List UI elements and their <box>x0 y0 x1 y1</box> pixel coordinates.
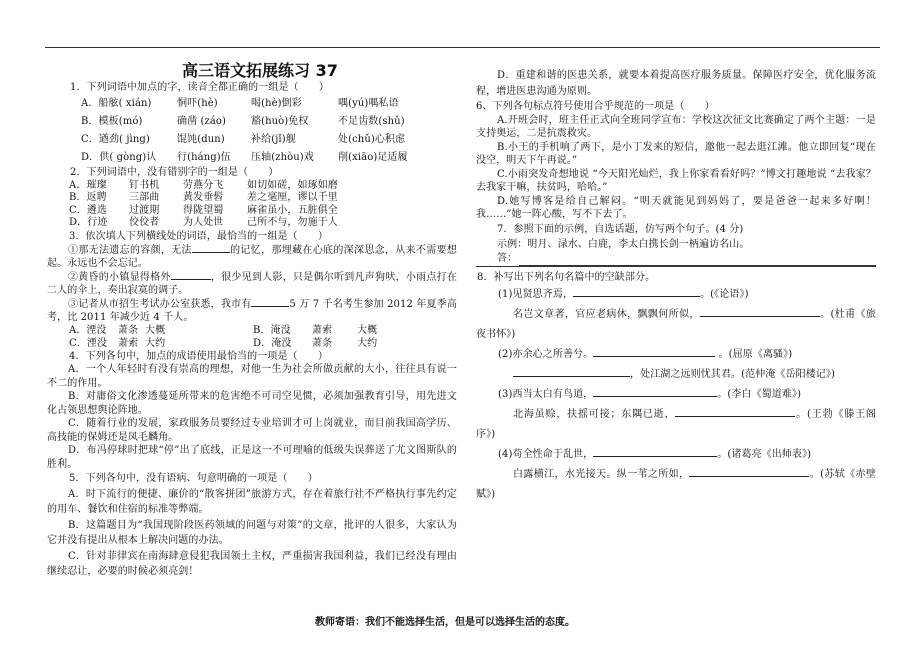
q3-options-ab <box>47 324 457 337</box>
q8-stem: 8．补写出下列名句名篇中的空缺部分。 <box>477 271 656 283</box>
q6-option-c <box>476 168 876 195</box>
q4-a-line1: A．一个人年轻时有没有崇高的理想，对他一生为社会所做贡献的大小，往往具有 <box>68 364 437 375</box>
question-6 <box>476 100 876 222</box>
q6-d-line1: D.她写博客是给自己解闷。“明天就能见到妈妈了，要是爸爸一起来多好啊！ <box>497 195 876 207</box>
q2-d-3: 为人处世 <box>183 217 224 228</box>
q2-d-1: D．行迹 <box>69 217 108 228</box>
fill-blank[interactable] <box>513 367 630 377</box>
q5-d-line2: 流程，增进医患沟通为原则。 <box>476 70 876 97</box>
q8-item-2-after: 。(杜甫 <box>819 308 856 320</box>
q6-c-line2: 我家？去我家干嘛，扶贫吗，哈哈。” <box>476 168 876 193</box>
q8-item-2-cont: 《旅夜书怀》) <box>476 308 876 340</box>
q1-b-1: B．模板(mó) <box>81 116 143 127</box>
q8-item-7 <box>476 445 876 465</box>
q1-option-b <box>47 113 457 131</box>
fill-blank[interactable] <box>593 387 717 397</box>
q2-b-2: 三部曲 <box>129 192 160 203</box>
fill-blank[interactable] <box>251 297 289 307</box>
q7-example: 示例：明月、渌水、白鹿，李太白携长剑一柄遍访名山。 <box>497 238 750 250</box>
q6-stem: 6、下列各句标点符号使用合乎规范的一项是（ ） <box>476 101 715 112</box>
question-2 <box>47 167 457 230</box>
q1-a-2: 恫吓(hè) <box>177 98 218 109</box>
q2-d-2: 佼佼者 <box>129 217 160 228</box>
q4-c-line1: C．随着行业的发展，家政服务员要经过专业培训才可上岗就业，而目前我国高学 <box>68 418 437 429</box>
q7-answer <box>476 252 876 266</box>
q4-b-line2: 进文化占领思想舆论阵地。 <box>47 391 458 416</box>
q8-item-3 <box>476 345 876 365</box>
q4-b-line1: B．对庸俗文化渗透蔓延所带来的危害绝不可司空见惯，必须加强教育引导，用先 <box>68 391 437 402</box>
q4-d-line2: 斯队的胜利。 <box>47 445 457 470</box>
question-8 <box>476 271 876 505</box>
q8-item-2-before: 名岂文章著，官应老病休，飘飘何所似， <box>513 308 700 320</box>
fill-blank[interactable] <box>192 243 230 253</box>
q3-b-3: 大概 <box>357 324 378 336</box>
q8-item-1-before: (1)见贤思齐焉， <box>498 288 574 300</box>
q8-item-8-after: 。(苏轼《赤 <box>809 468 866 480</box>
q1-c-4: 处(chǔ)心积虑 <box>338 134 406 145</box>
q6-b-line2: 在没空，明天下午再说。” <box>476 141 876 166</box>
header-rule <box>45 47 880 48</box>
q8-item-6 <box>476 405 876 445</box>
fill-blank[interactable] <box>593 347 715 357</box>
page-title: 高三语文拓展练习 37 <box>182 61 338 80</box>
q1-d-4: 削(xiāo)足适履 <box>338 152 408 163</box>
q3-item-3-cont: 高考，比 2011 年减少近 4 千人。 <box>47 298 457 323</box>
q1-b-2: 确凿 (záo) <box>177 116 227 127</box>
q8-item-2 <box>476 305 876 345</box>
q3-a-2: 萧条 <box>118 324 139 336</box>
q1-c-1: C．遒劲( jìng) <box>81 134 150 145</box>
q3-c-2: 萧索 <box>118 337 139 349</box>
q8-item-8-cont: 壁赋》) <box>476 468 876 500</box>
q3-d-2: 萧条 <box>312 337 333 349</box>
q5-b-line2: 家认为它并没有提出从根本上解决问题的办法。 <box>47 519 457 546</box>
q2-a-4: 如切如磋，如琢如磨 <box>247 179 338 191</box>
q5-option-c <box>47 549 457 580</box>
q8-item-4-after: ，处江湖之远则忧其君。(范仲淹《岳阳楼记》) <box>630 368 836 380</box>
q2-a-2: 钉书机 <box>129 179 160 191</box>
q5-stem: 5．下列各句中，没有语病、句意明确的一项是（ ） <box>69 473 318 484</box>
q5-a-line2: 先约定的用车、餐饮和住宿的标准等弊端。 <box>47 488 457 515</box>
q6-a-line1: A.开班会时，班主任正式向全班同学宣布：学校这次征文比赛确定了两个主题： <box>497 114 856 126</box>
q5-option-a <box>47 487 457 518</box>
q2-option-d <box>47 217 457 230</box>
q2-c-3: 得陇望蜀 <box>183 204 224 216</box>
q5-c-line2: 理由继续忍让，必要的时候必须亮剑！ <box>47 550 457 577</box>
q3-c-1: C．湮没 <box>69 337 108 349</box>
q8-item-7-after: 。(诸葛亮《出师表》) <box>717 448 812 460</box>
q3-item-3-after: 5 万 7 千名考生参加 2012 年夏季 <box>289 298 447 310</box>
q1-c-2: 馄饨(dun) <box>177 134 225 145</box>
fill-blank[interactable] <box>573 287 700 297</box>
q3-item-3-before: ③记者从市招生考试办公室获悉，我市有 <box>68 298 252 310</box>
q5-c-line1: C．针对菲律宾在南海肆意侵犯我国领土主权，严重损害我国利益，我们已经没有 <box>68 550 437 562</box>
fill-blank[interactable] <box>689 467 809 477</box>
question-1 <box>47 81 457 167</box>
question-3 <box>47 230 457 350</box>
q5-d-line1: D．重建和谐的医患关系，就要本着提高医疗服务质量。保障医疗安全，优化服务 <box>497 70 866 81</box>
q2-d-4: 己所不与，勿施于人 <box>247 217 338 228</box>
q8-item-1-after: 。(《论语》) <box>700 288 749 300</box>
q6-a-line2: 一是支持奥运，二是抗震救灾。 <box>476 114 877 139</box>
left-column <box>47 81 457 580</box>
q1-b-4: 不足齿数(shǔ) <box>338 116 405 127</box>
q3-item-1-cont: 要想起。永远也不会忘记。 <box>47 244 458 269</box>
q8-item-4 <box>476 365 876 385</box>
fill-blank[interactable] <box>171 270 211 280</box>
q4-stem: 4．下列各句中，加点的成语使用最恰当的一项是（ ） <box>69 350 328 362</box>
q2-b-4: 差之毫厘，谬以千里 <box>247 192 338 203</box>
q7-answer-line-2[interactable] <box>476 266 876 267</box>
q2-option-b <box>47 192 457 205</box>
q3-b-2: 萧索 <box>312 324 333 336</box>
q3-item-2-after: ，很少见到人影，只是偶尔听到凡声狗吠，小雨点 <box>210 271 437 283</box>
q4-option-d <box>47 444 457 471</box>
q5-option-b <box>47 518 457 549</box>
q3-item-1 <box>47 243 457 270</box>
q8-item-6-after: 。(王勃《滕王阁 <box>795 408 877 420</box>
q6-option-a <box>476 114 876 141</box>
q3-item-3 <box>47 297 457 324</box>
q1-d-3: 压轴(zhòu)戏 <box>251 152 314 163</box>
q7-stem: 7．参照下面的示例，自选话题，仿写两个句子。(4 分) <box>497 223 744 235</box>
q8-item-3-before: (2)亦余心之所善兮。 <box>498 348 594 360</box>
q1-option-a <box>47 95 457 113</box>
q8-item-5-before: (3)西当太白有鸟道， <box>498 388 594 400</box>
q3-options-cd <box>47 337 457 350</box>
q1-d-1: D．供( gòng)认 <box>81 152 157 163</box>
q1-stem: 1．下列词语中加点的字，读音全都正确的一组是（ ） <box>70 82 329 93</box>
question-5-continued <box>476 68 876 100</box>
q3-item-2-before: ②黄昏的小镇显得格外 <box>68 271 171 283</box>
q3-item-2-cont: 打在二人的伞上，奏出寂寞的调子。 <box>47 271 458 296</box>
q8-item-3-after: 。(屈原《离骚》) <box>715 348 793 360</box>
q3-d-3: 大约 <box>357 337 378 349</box>
q1-option-d <box>47 149 457 167</box>
q4-option-b <box>47 390 457 417</box>
q2-a-3: 劳燕分飞 <box>183 179 224 191</box>
q3-a-1: A．湮没 <box>69 324 107 336</box>
question-7 <box>476 222 876 267</box>
q6-option-b <box>476 141 876 168</box>
q1-a-3: 喝(hè)倒彩 <box>251 98 302 109</box>
q6-option-d <box>476 195 876 222</box>
q1-option-c <box>47 131 457 149</box>
q2-c-1: C．遴选 <box>69 204 108 216</box>
q8-item-7-before: (4)苟全性命于乱世， <box>498 448 594 460</box>
q1-b-3: 豁(huò)免权 <box>251 116 309 127</box>
q2-option-c <box>47 205 457 218</box>
q1-a-4: 喁(yú)喁私语 <box>338 98 399 109</box>
q8-item-5-after: 。(李白《蜀道难》) <box>717 388 802 400</box>
question-4 <box>47 350 457 472</box>
q3-b-1: B．淹没 <box>253 324 291 336</box>
fill-blank[interactable] <box>700 307 820 317</box>
q5-option-d <box>476 68 876 100</box>
q7-answer-line-1[interactable] <box>519 257 876 266</box>
question-5 <box>47 471 457 580</box>
q2-c-2: 过渡期 <box>129 204 160 216</box>
fill-blank[interactable] <box>675 407 795 417</box>
q3-d-1: D．淹没 <box>253 337 292 349</box>
q6-c-line1: C.小雨突发奇想地说 “今天阳光灿烂，我上你家看看好吗？”博文打趣地说 “去 <box>497 168 846 180</box>
q2-b-1: B．返聘 <box>69 192 107 203</box>
q8-item-6-cont: 序》) <box>476 428 496 440</box>
q6-d-line2: 我……”她一阵心酸，写不下去了。 <box>476 209 633 220</box>
q4-option-a <box>47 363 457 390</box>
teacher-message-footer: 教师寄语：我们不能选择生活，但是可以选择生活的态度。 <box>315 617 575 628</box>
q8-item-8 <box>476 465 876 505</box>
right-column <box>476 68 876 505</box>
q6-b-line1: B.小王的手机响了两下，是小丁发来的短信，邀他一起去逛江滩。他立即回复“现 <box>497 141 866 153</box>
q2-a-1: A．璀璨 <box>69 179 107 191</box>
q2-option-a <box>47 180 457 193</box>
q1-c-3: 补给(jǐ)舰 <box>251 134 296 145</box>
q4-d-line1: D．布冯停球时把球“停”出了底线，正是这一不可理喻的低级失误葬送了尤文图 <box>68 445 427 456</box>
q3-item-1-after: 的记忆，那埋藏在心底的深深思念，从来不需 <box>229 244 437 256</box>
q4-a-line2: 说一不二的作用。 <box>47 364 457 389</box>
q8-item-6-before: 北海虽赊，扶摇可接；东隅已逝， <box>513 408 676 420</box>
q2-b-3: 黄发垂髫 <box>183 192 224 203</box>
q1-a-1: A．船舷( xián) <box>81 98 152 109</box>
q3-c-3: 大约 <box>145 337 166 349</box>
q5-b-line1: B．这篇题目为“我国现阶段医药领域的问题与对策”的文章，批评的人很多，大 <box>68 519 427 531</box>
q4-option-c <box>47 417 457 444</box>
q7-answer-label: 答： <box>497 252 518 264</box>
q8-item-5 <box>476 385 876 405</box>
q1-d-2: 行(háng)伍 <box>177 152 231 163</box>
q2-c-4: 麻雀虽小，五脏俱全 <box>247 204 338 216</box>
fill-blank[interactable] <box>593 447 717 457</box>
q8-item-8-before: 白露横江，水光接天。纵一苇之所如， <box>513 468 690 480</box>
q3-a-3: 大概 <box>145 324 166 336</box>
q4-c-line2: 历、高技能的保姆还是凤毛麟角。 <box>47 418 457 443</box>
q3-stem: 3．依次填人下列横线处的词语，最恰当的一组是（ ） <box>69 230 328 242</box>
q2-stem: 2．下列词语中，没有错别字的一组是（ ） <box>70 167 279 178</box>
q8-item-1 <box>476 285 876 305</box>
q3-item-1-before: ①那无法遗忘的容颜，无法 <box>68 244 192 256</box>
q3-item-2 <box>47 270 457 297</box>
q5-a-line1: A．时下流行的便捷、廉价的“散客拼团”旅游方式，存在着旅行社不严格执行事 <box>68 488 427 500</box>
